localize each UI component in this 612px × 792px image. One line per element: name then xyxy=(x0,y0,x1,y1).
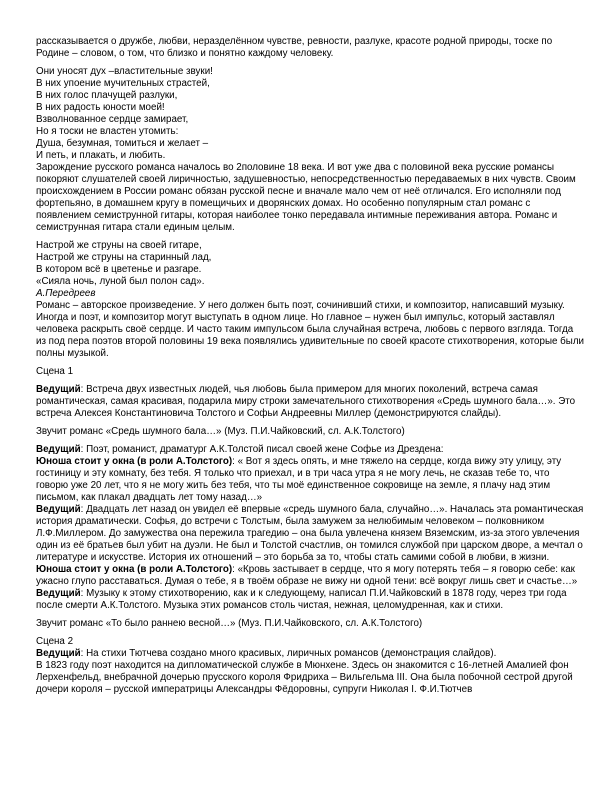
speech-text: : Двадцать лет назад он увидел её впервые «средь шумного бала, случайно…». Началась эта романтическая история драматически. Софья, до встречи с Толстым, была замужем за нелюбимым человеком – полковником Л.Ф.Миллером. До замужества она пережила трагедию – она была увлечена князем Вяземским, из-за этого увлечения один из её братьев был убит на дуэли. Не был и Толстой счастлив, он томился службой при царском дворе, а мечтал о литературе и искусстве. История их отношений – это борьба за то, чтобы стать самими собой в любви, в жизни. xyxy=(36,504,584,563)
speaker-label: Ведущий xyxy=(36,648,81,659)
poem-line: В них упоение мучительных страстей, xyxy=(36,78,210,89)
tyutchev-paragraph: В 1823 году поэт находится на дипломатической службе в Мюнхене. Здесь он знакомится с 16-летней Амалией фон Лерхенфельд, внебрачной дочерью прусского короля Фридриха – Вильгельма III. Она была побочной сестрой другой дочери короля – русской императрицы Александры Фёдоровны, супруги Николая I. Ф.И.Тютчев xyxy=(36,660,573,695)
youth-speech-1 xyxy=(36,456,584,504)
speech-text: : «Кровь застывает в сердце, что я могу потерять тебя – я говорю себе: как ужасно глупо расставаться. Думая о тебе, я в твоём образе не вижу ни одной тени: всё вокруг лишь свет и счастье…» xyxy=(36,564,578,587)
speech-text: : На стихи Тютчева создано много красивых, лиричных романсов (демонстрация слайдов). xyxy=(80,648,497,659)
speech-text: : Встреча двух известных людей, чья любовь была примером для многих поколений, встреча самая романтическая, самая красивая, подарила миру строки замечательного стихотворения «Средь шумного бала…». Это встреча Алексея Константиновича Толстого и Софьи Андреевны Миллер (демонстрируются слайды). xyxy=(36,384,576,419)
speaker-label: Юноша стоит у окна (в роли А.Толстого) xyxy=(36,564,233,575)
romance-paragraph: Романс – авторское произведение. У него должен быть поэт, сочинивший стихи, и композитор, написавший музыку. Иногда и поэт, и композитор могут выступать в одном лице. Но главное – нужен был импульс, который заставлял человека раскрыть своё сердце. И часто таким импульсом была случайная встреча, любовь с первого взгляда. Тогда из под пера поэтов второй половины 19 века появлялись удивительные по своей красоте стихотворения, которые были полны музыкой. xyxy=(36,300,585,359)
poem-line: В котором всё в цветенье и разгаре. xyxy=(36,264,202,275)
intro-paragraph: рассказывается о дружбе, любви, неразделённом чувстве, ревности, разлуке, красоте родной природы, тоске по Родине – словом, о том, что близко и понятно каждому человеку. xyxy=(36,36,553,59)
poem-author: А.Передреев xyxy=(36,288,96,299)
poem-stanza-2 xyxy=(36,240,584,300)
music-note-2: Звучит романс «То было раннею весной…» (Муз. П.И.Чайковского, сл. А.К.Толстого) xyxy=(36,618,423,629)
speech-text: : « Вот я здесь опять, и мне тяжело на сердце, когда вижу эту улицу, эту гостиницу и эту комнату, без тебя. Я только что приехал, и в три часа утра я не могу лечь, не сказав тебе то, что говорю уже 20 лет, что я не могу жить без тебя, что ты моё единственное сокровище на земле, я плачу над этим письмом, как плакал двадцать лет тому назад…» xyxy=(36,456,562,503)
music-note-1: Звучит романс «Средь шумного бала…» (Муз. П.И.Чайковский, сл. А.К.Толстого) xyxy=(36,426,405,437)
poem-line: Но я тоски не властен утомить: xyxy=(36,126,179,137)
speaker-label: Юноша стоит у окна (в роли А.Толстого) xyxy=(36,456,233,467)
poem-line: В них радость юности моей! xyxy=(36,102,165,113)
scene-2-heading: Сцена 2 xyxy=(36,636,74,647)
poem-stanza-1 xyxy=(36,66,584,162)
poem-line: Настрой же струны на своей гитаре, xyxy=(36,240,202,251)
poem-line: В них голос плачущей разлуки, xyxy=(36,90,178,101)
speaker-label: Ведущий xyxy=(36,444,81,455)
poem-line: И петь, и плакать, и любить. xyxy=(36,150,166,161)
speaker-label: Ведущий xyxy=(36,588,81,599)
poem-line: Они уносят дух –властительные звуки! xyxy=(36,66,213,77)
host-speech-3 xyxy=(36,504,584,564)
host-speech-2 xyxy=(36,444,584,456)
speaker-label: Ведущий xyxy=(36,504,81,515)
poem-line: Душа, безумная, томиться и желает – xyxy=(36,138,209,149)
poem-line: Взволнованное сердце замирает, xyxy=(36,114,189,125)
speech-text: : Поэт, романист, драматург А.К.Толстой писал своей жене Софье из Дрездена: xyxy=(80,444,444,455)
youth-speech-2 xyxy=(36,564,584,588)
scene-1-heading: Сцена 1 xyxy=(36,366,74,377)
host-speech-1 xyxy=(36,384,584,420)
poem-line: «Сияла ночь, луной был полон сад». xyxy=(36,276,205,287)
host-speech-4 xyxy=(36,588,584,612)
speaker-label: Ведущий xyxy=(36,384,81,395)
speech-text: : Музыку к этому стихотворению, как и к следующему, написал П.И.Чайковский в 1878 году, через три года после смерти А.К.Толстого. Музыка этих романсов столь чистая, нежная, целомудренная, как и стихи. xyxy=(36,588,567,611)
host-speech-5 xyxy=(36,648,584,660)
poem-line: Настрой же струны на старинный лад, xyxy=(36,252,212,263)
origin-paragraph: Зарождение русского романса началось во 2половине 18 века. И вот уже два с половиной века русские романсы покоряют слушателей своей лиричностью, задушевностью, непосредственностью передаваемых в них чувств. Своим происхождением в России романс обязан русской песне и вначале мало чем от неё отличался. Его исполняли под фортепьяно, в домашнем кругу в помещичьих и дворянских домах. Но особенно популярным стал романс с появлением семиструнной гитары, которая наиболее тонко передавала интимные переживания автора. Романс и семиструнная гитара стали единым целым. xyxy=(36,162,576,233)
